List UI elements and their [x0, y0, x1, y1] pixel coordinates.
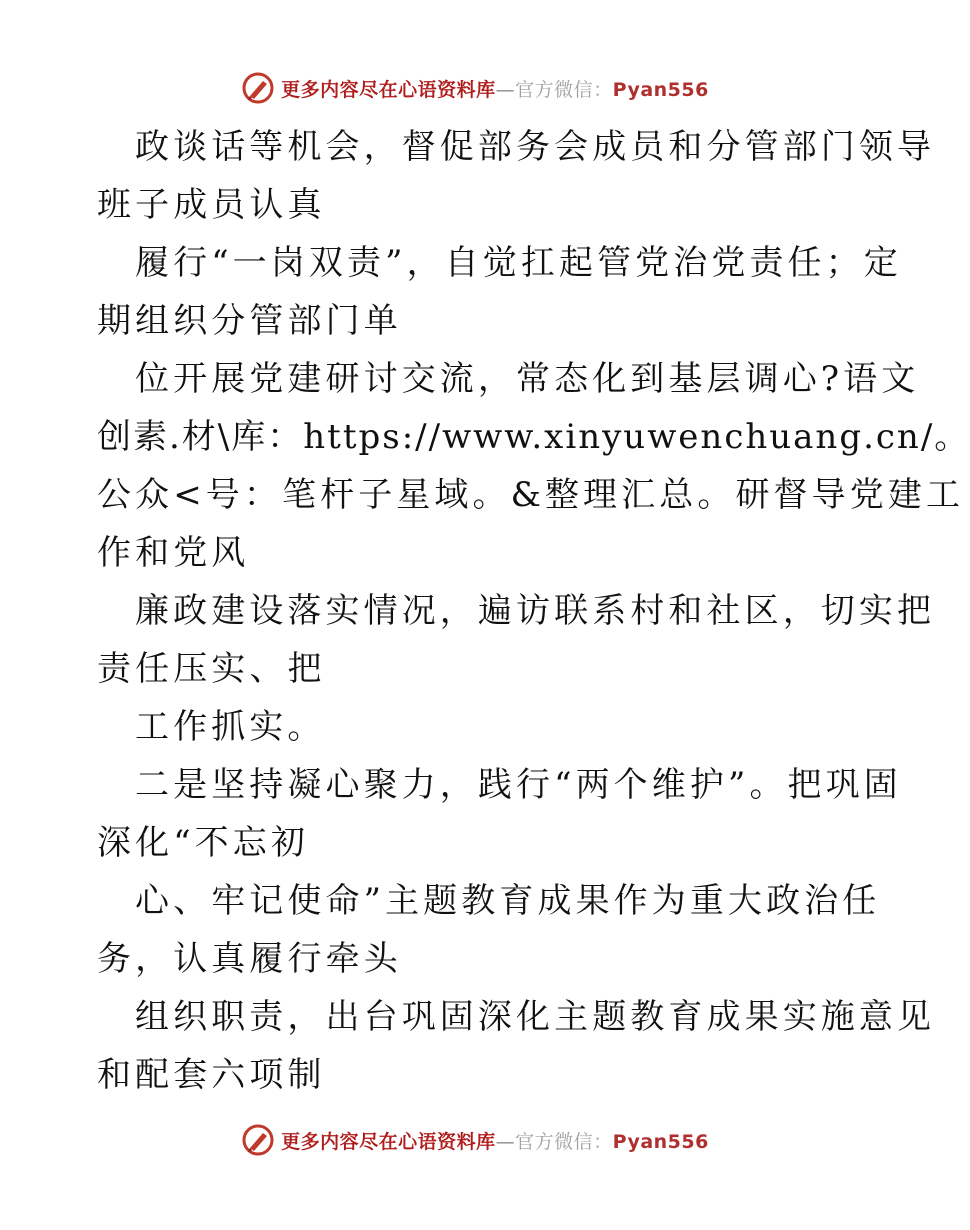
body-line: 政谈话等机会，督促部务会成员和分管部门领导 [135, 127, 936, 167]
header-dash: — [495, 78, 516, 101]
header-label: 官方微信： [515, 78, 613, 101]
document-body [97, 118, 970, 1104]
pen-logo-icon [241, 1123, 275, 1157]
body-line: 班子成员认真 [97, 185, 326, 225]
body-line: 组织职责，出台巩固深化主题教育成果实施意见 [135, 997, 936, 1037]
body-line: 创素.材\库：https://www.xinyuwenchuang.cn/。 [97, 417, 970, 457]
body-line: 深化“不忘初 [97, 823, 309, 863]
body-line: 务，认真履行牵头 [97, 939, 402, 979]
body-line: 和配套六项制 [97, 1055, 326, 1095]
body-line: 二是坚持凝心聚力，践行“两个维护”。把巩固 [135, 765, 902, 805]
header-watermark [0, 68, 950, 108]
body-line: 工作抓实。 [135, 707, 326, 747]
body-line: 廉政建设落实情况，遍访联系村和社区，切实把 [135, 591, 936, 631]
body-line: 位开展党建研讨交流，常态化到基层调心?语文 [135, 359, 920, 399]
body-line: 作和党风 [97, 533, 250, 573]
header-watermark-text [281, 75, 709, 102]
footer-lead: 更多内容尽在心语资料库 [281, 1130, 496, 1153]
pen-logo-icon [241, 71, 275, 105]
body-line: 履行“一岗双责”，自觉扛起管党治党责任；定 [135, 243, 902, 283]
footer-wechat-id: Pyan556 [612, 1130, 709, 1153]
body-line: 期组织分管部门单 [97, 301, 402, 341]
body-line: 公众<号：笔杆子星域。&整理汇总。研督导党建工 [97, 475, 965, 515]
body-line: 心、牢记使命”主题教育成果作为重大政治任 [135, 881, 881, 921]
footer-dash: — [495, 1130, 516, 1153]
footer-watermark [0, 1120, 950, 1160]
footer-watermark-text [281, 1127, 709, 1154]
footer-label: 官方微信： [515, 1130, 613, 1153]
header-lead: 更多内容尽在心语资料库 [281, 78, 496, 101]
header-wechat-id: Pyan556 [612, 78, 709, 101]
body-line: 责任压实、把 [97, 649, 326, 689]
